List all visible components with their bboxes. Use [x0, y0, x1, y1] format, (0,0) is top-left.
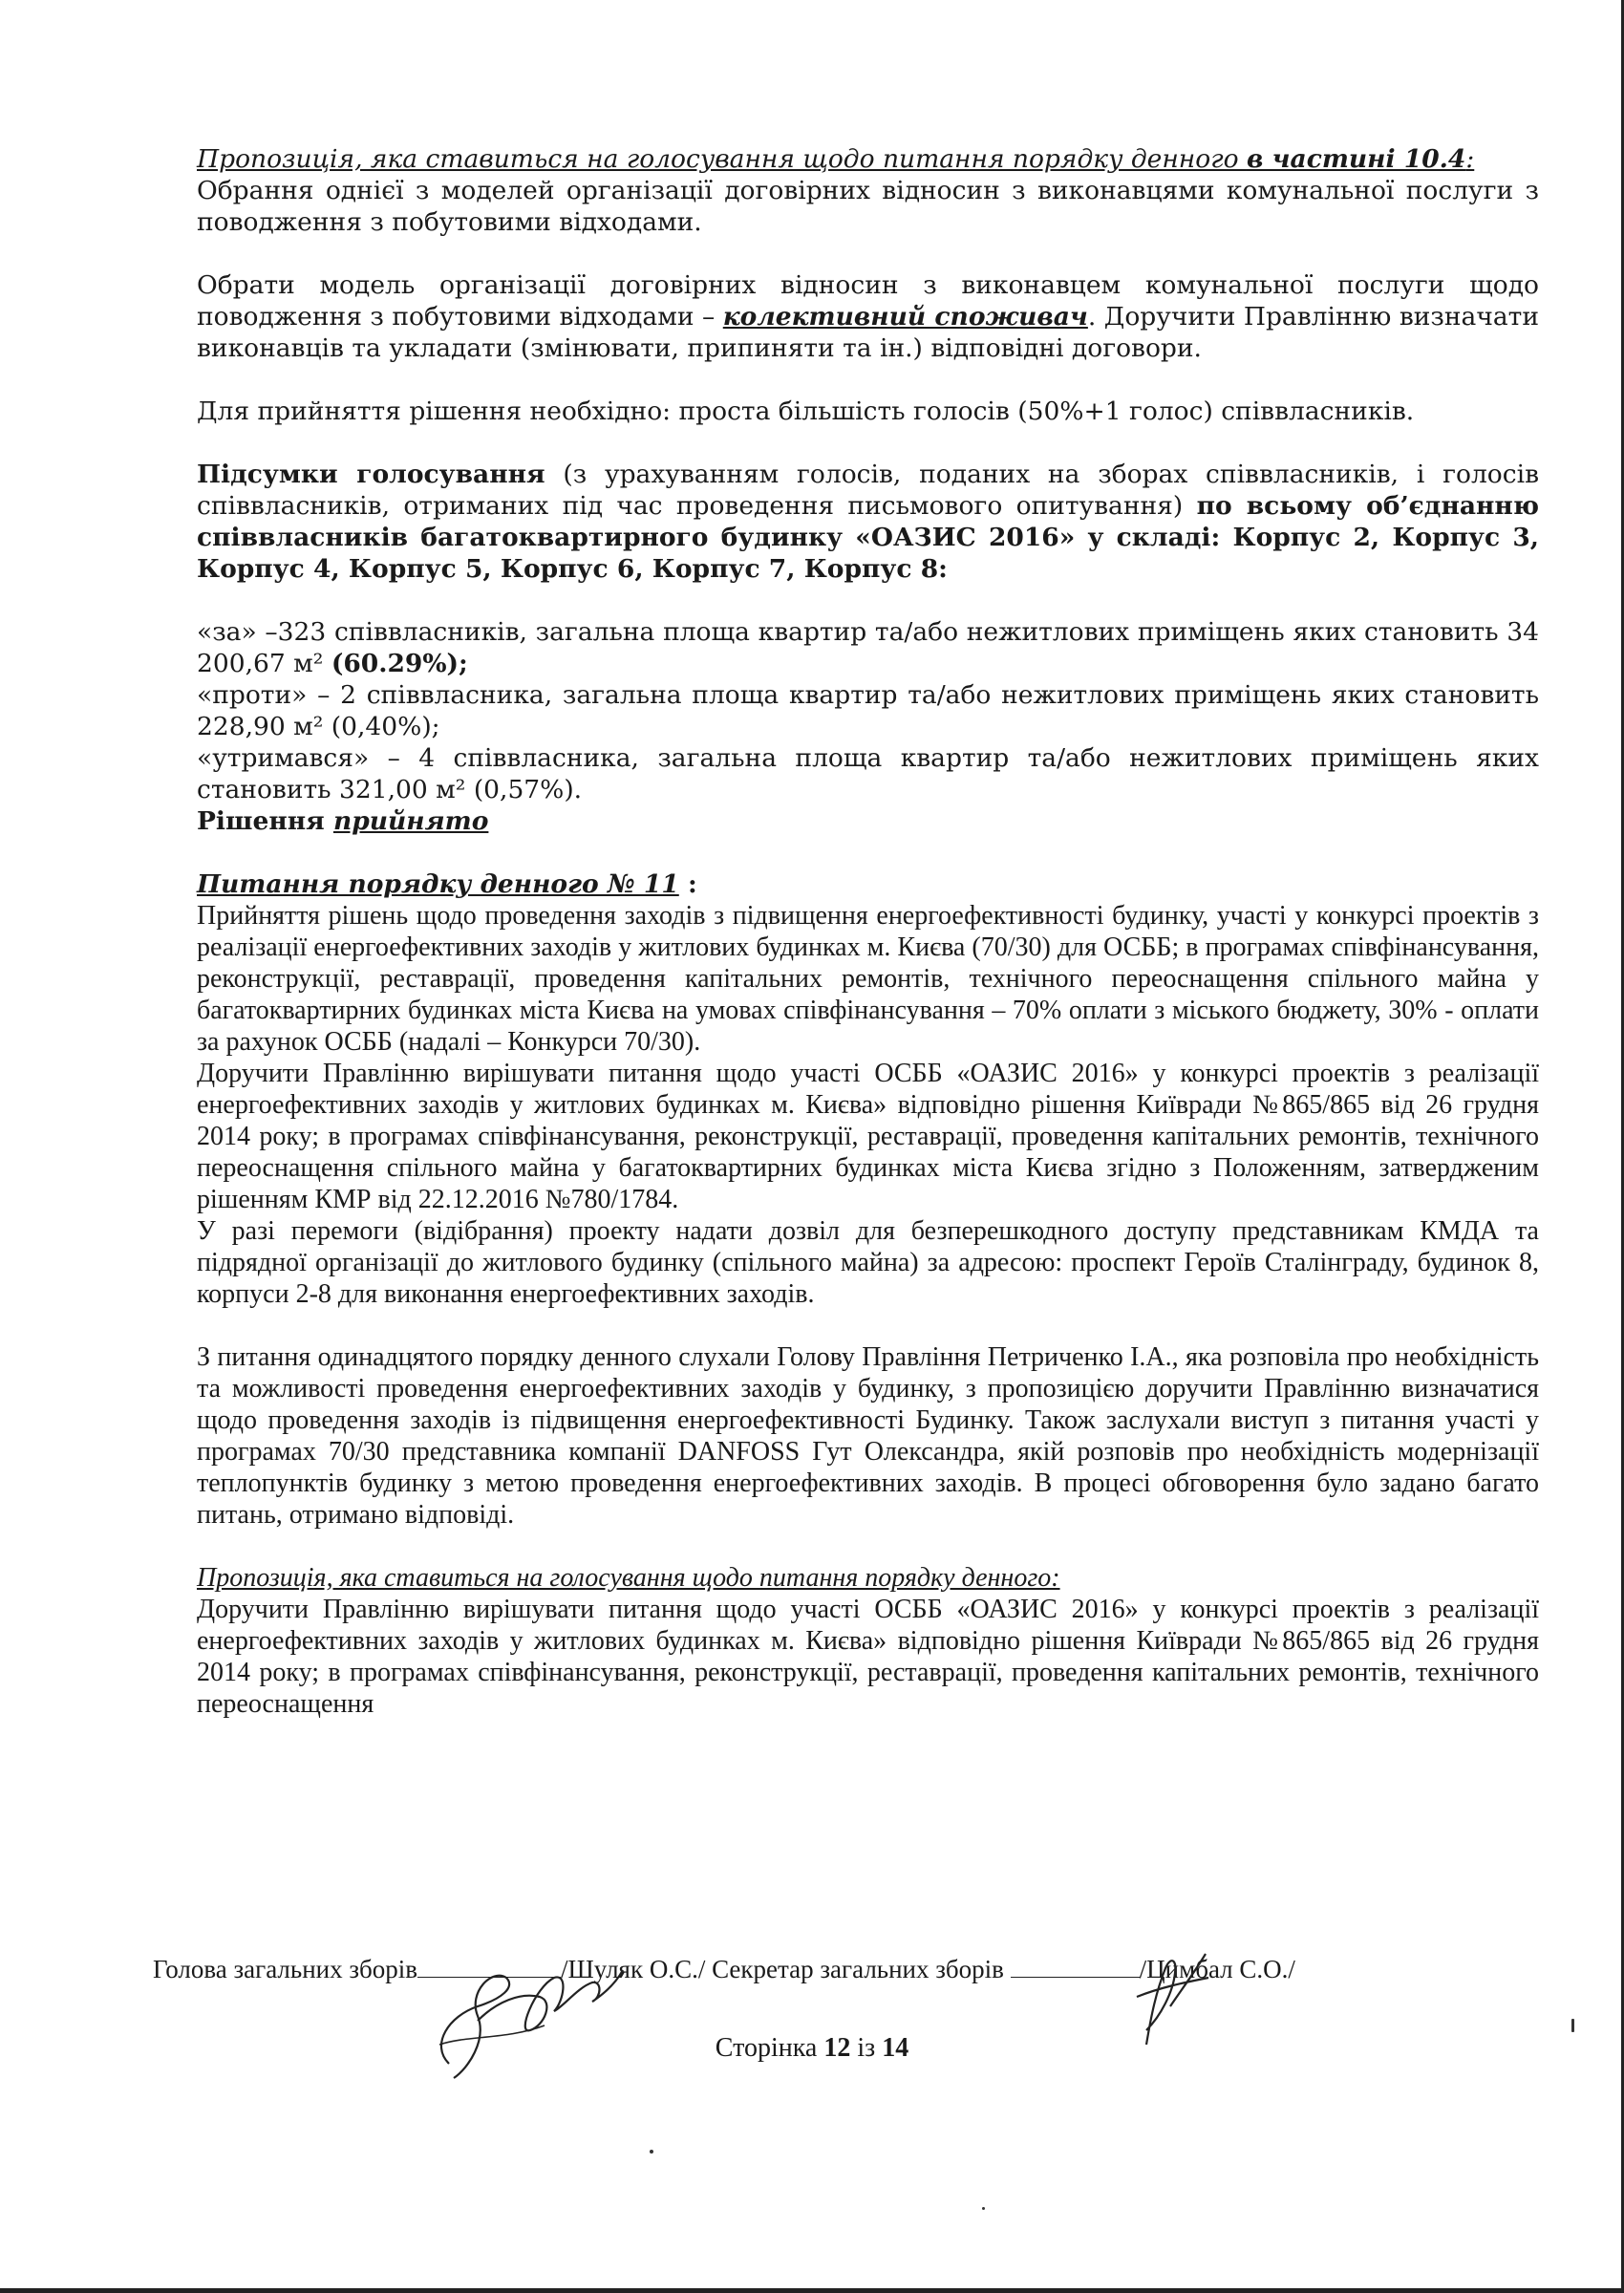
scan-speck: [650, 2150, 653, 2154]
decision-value: прийнято: [332, 806, 489, 836]
model-choice-paragraph: [197, 269, 1539, 364]
page-mid: із: [850, 2033, 883, 2063]
model-choice-text-after: . Доручити Правлінню визначати виконавців та укладати (змінювати, припиняти та ін.) відповідні договори.: [197, 302, 1539, 363]
secretary-label: Секретар загальних зборів: [705, 1955, 1011, 1983]
agenda-item-11-proposal-heading: [197, 1562, 1539, 1594]
page-total: 14: [882, 2033, 909, 2063]
decision-line: [197, 805, 1539, 837]
model-choice-emphasis: колективний споживач: [722, 302, 1088, 332]
agenda-item-11-heading: [197, 868, 1539, 900]
agenda-item-11-para2: Доручити Правлінню вирішувати питання щодо участі ОСББ «ОАЗИС 2016» у конкурсі проектів з реалізації енергоефективних заходів у житлових будинках м. Києва» відповідно рішення Київради №865/865 від 26 грудня 2014 року; в програмах співфінансування, реконструкції, реставрації, проведення капітальних ремонтів, технічного переоснащення спільного майна у багатоквартирних будинках міста Києва згідно з Положенням, затвердженим рішенням КМР від 22.12.2016 №780/1784.: [197, 1059, 1539, 1214]
majority-requirement: Для прийняття рішення необхідно: проста більшість голосів (50%+1 голос) співвласників.: [197, 396, 1415, 426]
vote-for: [197, 616, 1539, 679]
agenda-item-11-discussion: З питання одинадцятого порядку денного слухали Голову Правління Петриченко І.А., яка розповіла про необхідність та можливості проведення енергоефективних заходів у будинку, з пропозицією доручити Правлінню визначатися щодо проведення заходів із підвищення енергоефективності Будинку. Також заслухали виступ з питання участі у програмах 70/30 представника компанії DANFOSS Гут Олександра, якій розповів про необхідність модернізації теплопунктів будинку з метою проведення енергоефективних заходів. В процесі обговорення було задано багато питань, отримано відповіді.: [197, 1342, 1539, 1530]
document-body: [197, 143, 1539, 1720]
vote-abstain: «утримався» – 4 співвласника, загальна площа квартир та/або нежитлових приміщень яких становить 321,00 м² (0,57%).: [197, 743, 1539, 804]
agenda-item-11-para1: Прийняття рішень щодо проведення заходів з підвищення енергоефективності будинку, участі у конкурсі проектів з реалізації енергоефективних заходів у житлових будинках м. Києва (70/30) для ОСББ; в програмах співфінансування, реконструкції, реставрації, проведення капітальних ремонтів, технічного переоснащення спільного майна у багатоквартирних будинках міста Києва на умовах співфінансування – 70% оплати з міського бюджету, 30% - оплати за рахунок ОСББ (надалі – Конкурси 70/30).: [197, 901, 1539, 1057]
agenda-item-11-colon: :: [678, 869, 697, 899]
model-choice-text-before: Обрати модель організації договірних відносин з виконавцем комунальної послуги щодо поводження з побутовими відходами –: [197, 270, 1539, 332]
page-number: [0, 2033, 1624, 2064]
agenda-item-11-proposal-text: Доручити Правлінню вирішувати питання щодо участі ОСББ «ОАЗИС 2016» у конкурсі проектів з реалізації енергоефективних заходів у житлових будинках м. Києва» відповідно рішення Київради №865/865 від 26 грудня 2014 року; в програмах співфінансування, реконструкції, реставрації, проведення капітальних ремонтів, технічного переоснащення: [197, 1595, 1539, 1719]
voting-results-middle: (з урахуванням голосів, поданих на зборах співвласників, і голосів співвласників, отриманих під час проведення письмового опитування): [197, 460, 1539, 521]
chair-signature: [411, 1949, 630, 2092]
proposal-heading-text: Пропозиція, яка ставиться на голосування щодо питання порядку денного: [197, 144, 1247, 174]
decision-label: Рішення: [197, 806, 333, 836]
vote-for-text: «за» –323 співвласників, загальна площа квартир та/або нежитлових приміщень яких становить 34 200,67 м²: [197, 617, 1539, 678]
scan-speck: [1571, 2019, 1574, 2032]
chair-name: /Шуляк О.С./: [561, 1955, 706, 1983]
proposal-heading-colon: :: [1465, 144, 1475, 174]
proposal-10-4-heading: [197, 143, 1539, 175]
signature-row: [153, 1953, 1490, 1985]
voting-results-scope: по всьому об’єднанню співвласників багатоквартирного будинку «ОАЗИС 2016» у складі: Корпус 2, Корпус 3, Корпус 4, Корпус 5, Корпус 6, Корпус 7, Корпус 8:: [197, 491, 1539, 584]
scan-speck: [982, 2207, 985, 2210]
vote-against: «проти» – 2 співвласника, загальна площа квартир та/або нежитлових приміщень яких становить 228,90 м² (0,40%);: [197, 680, 1539, 741]
voting-results-label: Підсумки голосування: [197, 460, 545, 489]
agenda-item-11-para3: У разі перемоги (відібрання) проекту надати дозвіл для безперешкодного доступу представникам КМДА та підрядної організації до житлового будинку (спільного майна) за адресою: проспект Героїв Сталінграду, будинок 8, корпуси 2-8 для виконання енергоефективних заходів.: [197, 1216, 1539, 1309]
agenda-item-11-title: Питання порядку денного № 11: [197, 869, 679, 899]
page-edge-bottom: [0, 2288, 1624, 2293]
secretary-name: /Цимбал С.О./: [1139, 1955, 1295, 1983]
proposal-heading-11: Пропозиція, яка ставиться на голосування щодо питання порядку денного:: [197, 1563, 1060, 1593]
page-prefix: Сторінка: [715, 2033, 824, 2063]
proposal-heading-part: в частині 10.4: [1246, 144, 1466, 174]
proposal-10-4-text: Обрання однієї з моделей організації договірних відносин з виконавцями комунальної послуги з поводження з побутовими відходами.: [197, 176, 1539, 237]
chair-label: Голова загальних зборів: [153, 1955, 418, 1983]
page-current: 12: [823, 2033, 851, 2063]
vote-for-percent: (60.29%);: [331, 649, 468, 678]
voting-results-intro: [197, 459, 1539, 585]
